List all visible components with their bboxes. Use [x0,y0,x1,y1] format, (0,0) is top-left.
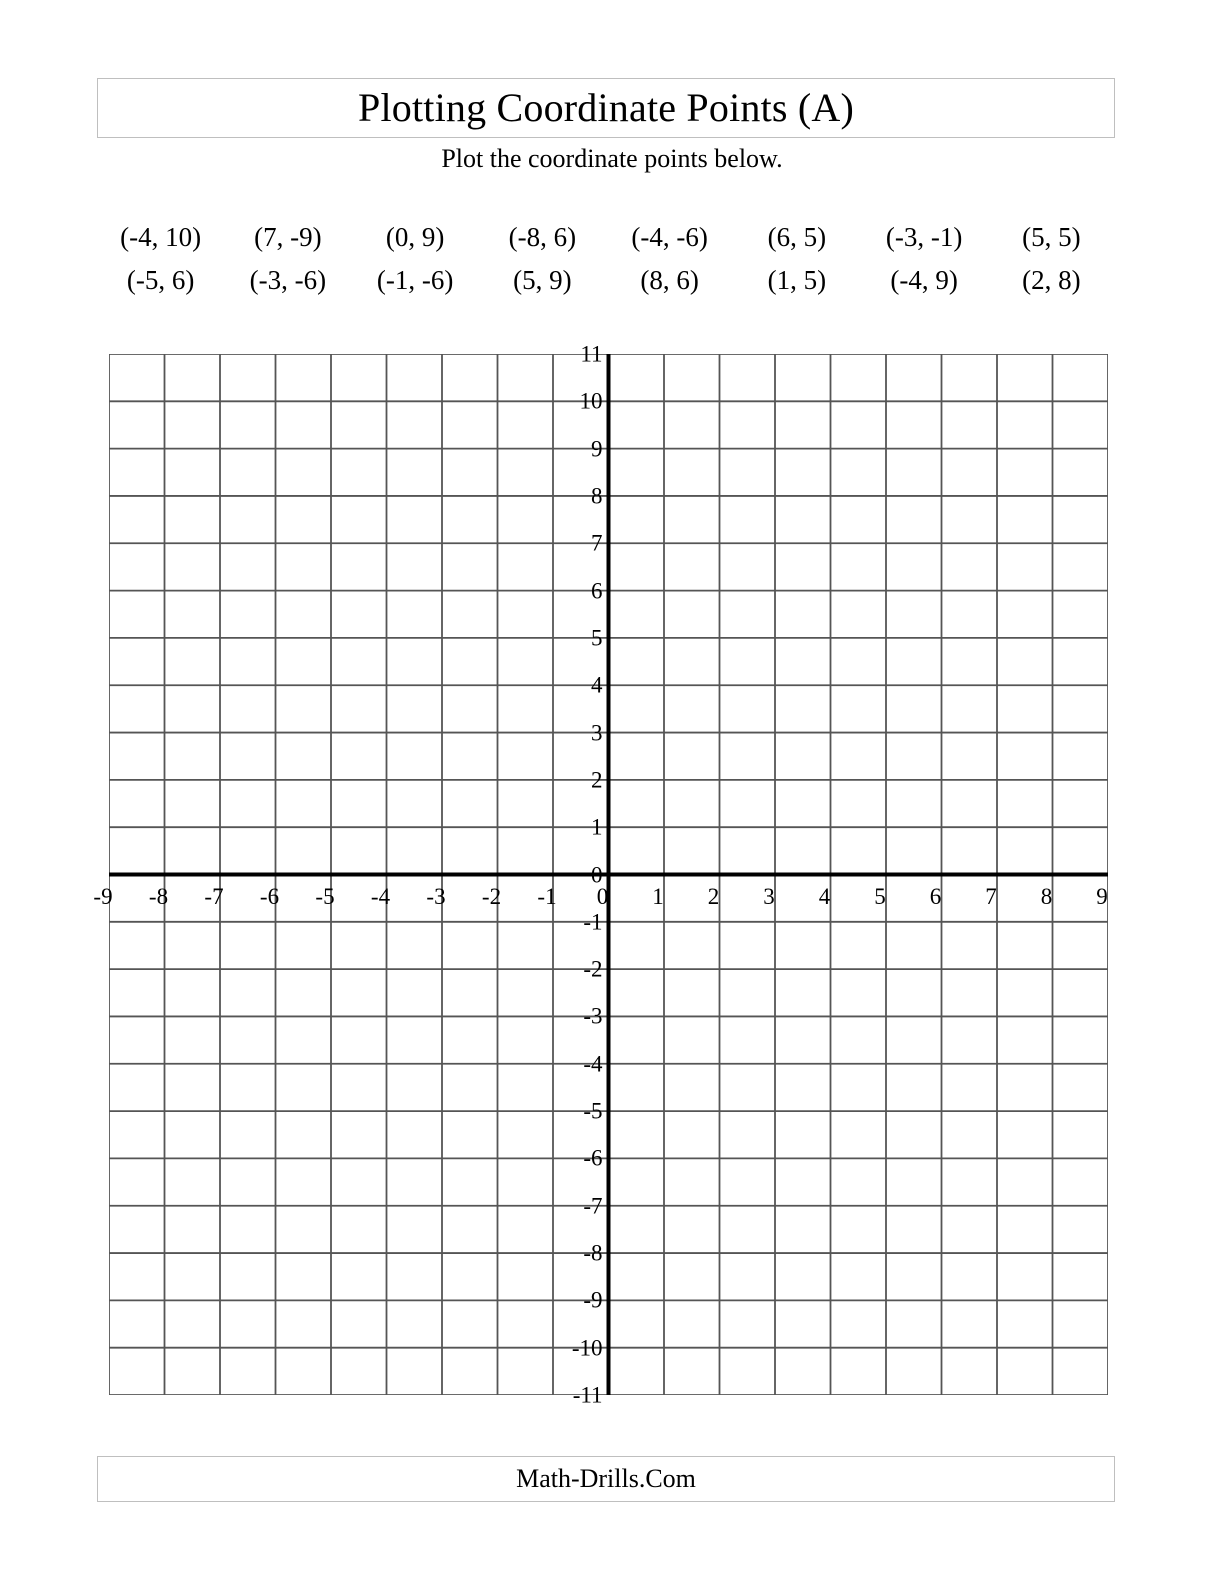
coordinate-pair: (-8, 6) [508,222,577,252]
coordinate-pair: (-4, 10) [120,222,202,252]
y-axis-tick-label: 9 [591,436,603,462]
coordinate-pair: (0, 9) [385,222,445,252]
coordinate-plane [93,341,1108,1408]
y-axis-tick-label: 1 [591,814,603,840]
y-axis-tick-label: -2 [583,956,603,982]
site-credit: Math-Drills.Com [516,1464,696,1493]
y-axis-tick-label: -7 [583,1193,603,1219]
title-box [97,78,1115,138]
coordinate-pair: (8, 6) [640,265,699,295]
y-axis-tick-label: 4 [591,672,603,698]
x-axis-tick-label: 4 [818,883,831,909]
y-axis-tick-label: 5 [591,625,603,651]
x-axis-tick-label: 6 [929,883,942,909]
x-axis-tick-label: -7 [204,883,224,909]
coordinate-pair: (-3, -6) [249,265,327,295]
x-axis-tick-label: -8 [148,883,169,909]
footer-box [97,1456,1115,1502]
coordinate-pair: (-4, 9) [890,265,958,295]
y-axis-tick-label: -10 [571,1335,603,1361]
x-axis-tick-label: -4 [370,883,391,909]
x-axis-tick-label: -3 [426,883,446,909]
x-axis-tick-label: -5 [315,883,335,909]
y-axis-tick-label: -9 [583,1287,603,1313]
y-axis-tick-label: 8 [591,483,603,509]
coordinate-pair: (5, 9) [513,265,572,295]
coordinate-pair: (-4, -6) [631,222,708,252]
coordinate-pair: (-5, 6) [126,265,195,295]
page-title: Plotting Coordinate Points (A) [358,85,854,130]
x-axis-tick-label: 1 [652,883,664,909]
x-axis-tick-label: -6 [259,883,280,909]
y-axis-tick-label: 10 [579,388,603,414]
y-axis-tick-label: -11 [572,1382,603,1408]
y-axis-tick-label: 11 [580,341,603,367]
y-axis-tick-label: -6 [583,1145,603,1171]
coordinate-pair: (6, 5) [767,222,827,252]
y-axis-tick-label: 7 [591,530,603,556]
grid-svg [109,354,1108,1395]
coordinate-pair: (1, 5) [767,265,827,295]
y-axis-tick-label: -4 [583,1051,603,1077]
coordinate-pair: (-3, -1) [885,222,963,252]
y-axis-tick-label: -5 [583,1098,603,1124]
coordinate-pair: (7, -9) [254,222,322,252]
coordinate-pair: (2, 8) [1022,265,1081,295]
y-axis-tick-label: -3 [583,1003,603,1029]
x-axis-tick-label: -9 [93,883,113,909]
x-axis-tick-label: 9 [1096,883,1108,909]
x-axis-tick-label: 8 [1040,883,1053,909]
instruction-text: Plot the coordinate points below. [441,144,783,173]
x-axis-tick-label: 7 [985,883,997,909]
x-axis-tick-label: -1 [537,883,557,909]
coordinate-pairs-row-2 [97,259,1115,302]
x-axis-tick-label: 5 [874,883,886,909]
y-axis-tick-label: 0 [591,862,603,887]
y-axis-tick-label: 3 [591,720,603,746]
x-axis-tick-label: 3 [763,883,775,909]
y-axis-tick-label: 2 [591,767,603,793]
x-axis-tick-label: -2 [481,883,502,909]
x-axis-tick-label: 0 [596,883,609,909]
y-axis-tick-label: -1 [583,909,603,935]
coordinate-pair: (-1, -6) [376,265,454,295]
x-axis-tick-label: 2 [707,883,720,909]
axis-lines [109,354,1108,1395]
y-axis-tick-label: -8 [583,1240,603,1266]
coordinate-pair: (5, 5) [1022,222,1081,252]
coordinate-pairs-row-1 [97,216,1115,259]
coordinate-pairs-list [97,216,1115,302]
y-axis-tick-label: 6 [591,578,603,604]
